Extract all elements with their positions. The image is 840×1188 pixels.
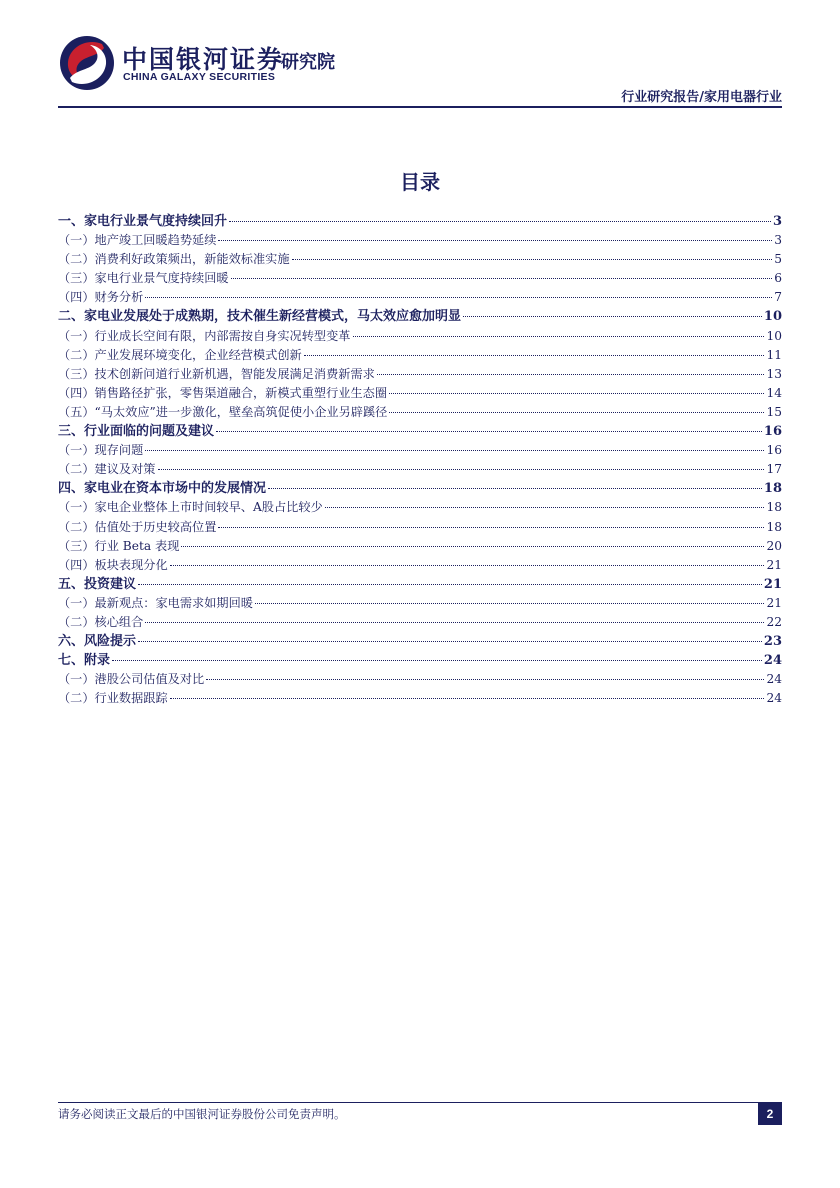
toc-entry-label: （三）行业 Beta 表现 bbox=[58, 538, 180, 553]
toc-entry-label: （五）“马太效应”进一步激化，壁垒高筑促使小企业另辟蹊径 bbox=[58, 404, 388, 419]
toc-subsection-entry[interactable] bbox=[58, 670, 782, 689]
toc-subsection-entry[interactable] bbox=[58, 403, 782, 422]
toc-leader-dots bbox=[229, 220, 771, 222]
toc-leader-dots bbox=[389, 392, 764, 394]
toc-leader-dots bbox=[218, 239, 772, 241]
toc-entry-label: 四、家电业在资本市场中的发展情况 bbox=[58, 481, 267, 497]
toc-title: 目录 bbox=[400, 170, 440, 194]
toc-entry-page: 14 bbox=[766, 385, 782, 400]
toc-section-entry[interactable] bbox=[58, 479, 782, 498]
toc-entry-label: （四）财务分析 bbox=[58, 290, 144, 305]
toc-leader-dots bbox=[231, 277, 773, 279]
toc-entry-page: 7 bbox=[774, 290, 782, 305]
toc-entry-label: 三、行业面临的问题及建议 bbox=[58, 424, 215, 440]
toc-subsection-entry[interactable] bbox=[58, 365, 782, 384]
toc-entry-page: 22 bbox=[766, 614, 782, 629]
toc-leader-dots bbox=[218, 526, 764, 528]
toc-subsection-entry[interactable] bbox=[58, 327, 782, 346]
toc-entry-page: 11 bbox=[766, 347, 782, 362]
toc-leader-dots bbox=[112, 659, 762, 661]
toc-leader-dots bbox=[268, 487, 762, 489]
toc-leader-dots bbox=[158, 468, 765, 470]
toc-entry-label: （一）行业成长空间有限，内部需按自身实况转型变革 bbox=[58, 328, 351, 343]
toc-entry-label: （二）建议及对策 bbox=[58, 462, 156, 477]
toc-section-entry[interactable] bbox=[58, 651, 782, 670]
toc-entry-label: （一）港股公司估值及对比 bbox=[58, 672, 205, 687]
toc-entry-label: （二）行业数据跟踪 bbox=[58, 691, 168, 706]
toc-subsection-entry[interactable] bbox=[58, 537, 782, 556]
toc-leader-dots bbox=[463, 315, 762, 317]
table-of-contents bbox=[58, 212, 782, 708]
toc-section-entry[interactable] bbox=[58, 212, 782, 231]
toc-entry-page: 6 bbox=[774, 271, 782, 286]
toc-leader-dots bbox=[170, 697, 765, 699]
toc-entry-page: 24 bbox=[763, 653, 782, 669]
toc-entry-page: 16 bbox=[766, 443, 782, 458]
toc-entry-label: 一、家电行业景气度持续回升 bbox=[58, 214, 228, 229]
toc-subsection-entry[interactable] bbox=[58, 288, 782, 307]
footer-divider bbox=[58, 1102, 782, 1103]
toc-entry-page: 16 bbox=[763, 424, 782, 440]
header-divider bbox=[58, 106, 782, 108]
toc-entry-page: 21 bbox=[766, 595, 782, 610]
toc-subsection-entry[interactable] bbox=[58, 594, 782, 613]
toc-subsection-entry[interactable] bbox=[58, 231, 782, 250]
toc-entry-page: 5 bbox=[774, 252, 782, 267]
page-header bbox=[58, 30, 782, 110]
toc-leader-dots bbox=[353, 335, 765, 337]
toc-subsection-entry[interactable] bbox=[58, 556, 782, 575]
toc-entry-page: 18 bbox=[763, 481, 782, 497]
toc-subsection-entry[interactable] bbox=[58, 613, 782, 632]
toc-entry-page: 15 bbox=[766, 404, 782, 419]
toc-entry-page: 3 bbox=[772, 214, 782, 229]
toc-entry-page: 24 bbox=[766, 672, 782, 687]
toc-entry-page: 21 bbox=[766, 557, 782, 572]
toc-subsection-entry[interactable] bbox=[58, 689, 782, 708]
toc-entry-label: （三）技术创新问道行业新机遇，智能发展满足消费新需求 bbox=[58, 366, 375, 381]
toc-subsection-entry[interactable] bbox=[58, 250, 782, 269]
toc-section-entry[interactable] bbox=[58, 422, 782, 441]
brand-name-en: CHINA GALAXY SECURITIES bbox=[123, 71, 276, 83]
toc-leader-dots bbox=[170, 564, 765, 566]
toc-subsection-entry[interactable] bbox=[58, 441, 782, 460]
toc-leader-dots bbox=[325, 506, 765, 508]
toc-section-entry[interactable] bbox=[58, 307, 782, 326]
toc-subsection-entry[interactable] bbox=[58, 518, 782, 537]
toc-leader-dots bbox=[377, 373, 765, 375]
toc-leader-dots bbox=[255, 602, 764, 604]
toc-entry-label: （四）销售路径扩张，零售渠道融合，新模式重塑行业生态圈 bbox=[58, 385, 388, 400]
toc-entry-label: 五、投资建议 bbox=[58, 576, 137, 592]
toc-entry-page: 18 bbox=[766, 500, 782, 515]
toc-entry-page: 23 bbox=[763, 634, 782, 650]
toc-subsection-entry[interactable] bbox=[58, 269, 782, 288]
toc-entry-label: （一）最新观点：家电需求如期回暖 bbox=[58, 595, 253, 610]
toc-leader-dots bbox=[145, 621, 764, 623]
toc-entry-label: （三）家电行业景气度持续回暖 bbox=[58, 271, 229, 286]
toc-leader-dots bbox=[292, 258, 773, 260]
toc-leader-dots bbox=[138, 583, 762, 585]
toc-entry-page: 3 bbox=[774, 233, 782, 248]
toc-leader-dots bbox=[138, 640, 762, 642]
toc-entry-page: 20 bbox=[766, 538, 782, 553]
toc-entry-label: （二）消费利好政策频出，新能效标准实施 bbox=[58, 252, 290, 267]
toc-entry-label: （二）核心组合 bbox=[58, 614, 144, 629]
toc-entry-page: 24 bbox=[766, 691, 782, 706]
toc-entry-label: 七、附录 bbox=[58, 653, 111, 669]
toc-entry-label: （一）家电企业整体上市时间较早、A股占比较少 bbox=[58, 500, 323, 515]
toc-leader-dots bbox=[206, 678, 764, 680]
toc-leader-dots bbox=[145, 296, 772, 298]
toc-subsection-entry[interactable] bbox=[58, 346, 782, 365]
toc-leader-dots bbox=[216, 430, 762, 432]
toc-subsection-entry[interactable] bbox=[58, 384, 782, 403]
toc-entry-page: 18 bbox=[766, 519, 782, 534]
toc-subsection-entry[interactable] bbox=[58, 460, 782, 479]
toc-entry-label: （二）估值处于历史较高位置 bbox=[58, 519, 217, 534]
toc-entry-page: 21 bbox=[763, 576, 782, 592]
toc-entry-page: 10 bbox=[766, 328, 782, 343]
toc-leader-dots bbox=[181, 545, 764, 547]
toc-entry-label: 六、风险提示 bbox=[58, 634, 137, 650]
toc-entry-page: 17 bbox=[766, 462, 782, 477]
toc-entry-label: （二）产业发展环境变化，企业经营模式创新 bbox=[58, 347, 302, 362]
toc-section-entry[interactable] bbox=[58, 575, 782, 594]
toc-entry-label: 二、家电业发展处于成熟期，技术催生新经营模式，马太效应愈加明显 bbox=[58, 309, 462, 325]
toc-entry-label: （一）现存问题 bbox=[58, 443, 144, 458]
toc-leader-dots bbox=[304, 354, 765, 356]
footer-disclaimer: 请务必阅读正文最后的中国银河证券股份公司免责声明。 bbox=[58, 1107, 346, 1121]
toc-entry-label: （四）板块表现分化 bbox=[58, 557, 168, 572]
china-galaxy-logo-icon bbox=[58, 34, 116, 92]
toc-entry-label: （一）地产竣工回暖趋势延续 bbox=[58, 233, 217, 248]
toc-entry-page: 13 bbox=[766, 366, 782, 381]
brand-name-cn: 中国银河证券 bbox=[122, 45, 285, 74]
toc-leader-dots bbox=[145, 449, 764, 451]
institute-label: 研究院 bbox=[281, 52, 335, 73]
page-number: 2 bbox=[758, 1103, 782, 1125]
report-type-label: 行业研究报告/家用电器行业 bbox=[621, 90, 782, 105]
toc-leader-dots bbox=[389, 411, 764, 413]
toc-subsection-entry[interactable] bbox=[58, 498, 782, 517]
toc-entry-page: 10 bbox=[763, 309, 782, 325]
toc-section-entry[interactable] bbox=[58, 632, 782, 651]
